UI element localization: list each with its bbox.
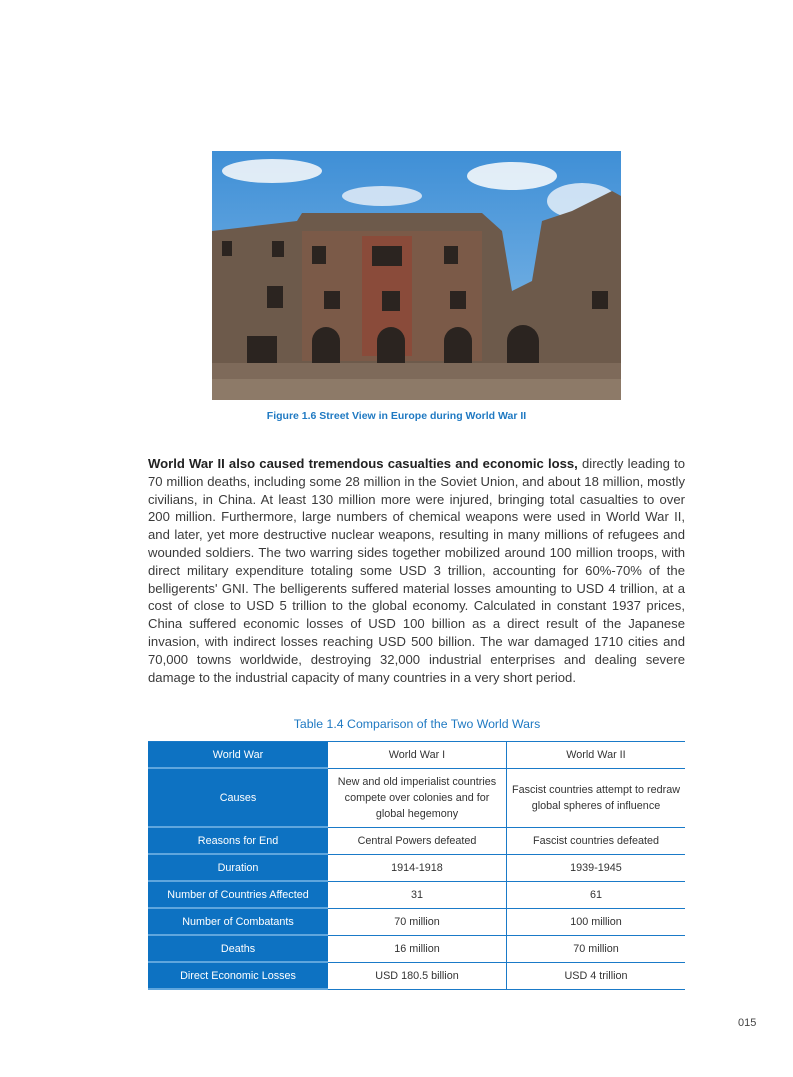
table-row: [148, 908, 685, 935]
page-number: 015: [738, 1017, 757, 1029]
table-cell: Fascist countries defeated: [507, 827, 686, 854]
paragraph-lead: World War II also caused tremendous casualties and economic loss,: [148, 456, 578, 471]
table-title: Table 1.4 Comparison of the Two World Wars: [293, 717, 541, 731]
paragraph-text: directly leading to 70 million deaths, including some 28 million in the Soviet Union, and about 18 million, mostly civilians, in China. At least 130 million more were injured, bringing total casualties to over 200 million. Furthermore, large numbers of chemical weapons were used in World War II, and later, yet more destructive nuclear weapons, resulting in many millions of refugees and wounded soldiers. The two warring sides together mobilized around 100 million troops, with direct military expenditure totaling some USD 3 trillion, accounting for 60%-70% of the belligerents' GNI. The belligerents suffered material losses amounting to USD 4 trillion, at a cost of close to USD 5 trillion to the global economy. Calculated in constant 1937 prices, China suffered economic losses of USD 100 billion as a direct result of the Japanese invasion, with indirect losses reaching USD 500 billion. The war damaged 1710 cities and 70,000 towns worldwide, destroying 32,000 industrial enterprises and dealing severe damage to the industrial capacity of many countries in a very short period.: [148, 456, 685, 685]
table-cell: 70 million: [507, 935, 686, 962]
table-row: [148, 962, 685, 989]
table-cell: 70 million: [328, 908, 507, 935]
table-row: [148, 935, 685, 962]
row-header: Causes: [148, 768, 328, 827]
ruined-building-photo: [212, 151, 621, 400]
table-cell: 1939-1945: [507, 854, 686, 881]
table-cell: USD 180.5 billion: [328, 962, 507, 989]
table-cell: 16 million: [328, 935, 507, 962]
row-header: Reasons for End: [148, 827, 328, 854]
table-cell: Central Powers defeated: [328, 827, 507, 854]
table-cell: 1914-1918: [328, 854, 507, 881]
table-cell: World War I: [328, 742, 507, 769]
row-header: Number of Combatants: [148, 908, 328, 935]
table-cell: 61: [507, 881, 686, 908]
table-row: [148, 768, 685, 827]
table-cell: 100 million: [507, 908, 686, 935]
row-header: Number of Countries Affected: [148, 881, 328, 908]
table-row: [148, 881, 685, 908]
table-cell: New and old imperialist countries compete over colonies and for global hegemony: [328, 768, 507, 827]
table-cell: USD 4 trillion: [507, 962, 686, 989]
comparison-table: [148, 741, 685, 990]
table-row: [148, 827, 685, 854]
table-cell: 31: [328, 881, 507, 908]
table-cell: Fascist countries attempt to redraw global spheres of influence: [507, 768, 686, 827]
body-paragraph: [148, 455, 685, 686]
table-cell: World War II: [507, 742, 686, 769]
table-row: [148, 854, 685, 881]
row-header: World War: [148, 742, 328, 769]
table-row: [148, 742, 685, 769]
row-header: Deaths: [148, 935, 328, 962]
row-header: Direct Economic Losses: [148, 962, 328, 989]
figure-caption: Figure 1.6 Street View in Europe during World War II: [266, 410, 527, 422]
row-header: Duration: [148, 854, 328, 881]
